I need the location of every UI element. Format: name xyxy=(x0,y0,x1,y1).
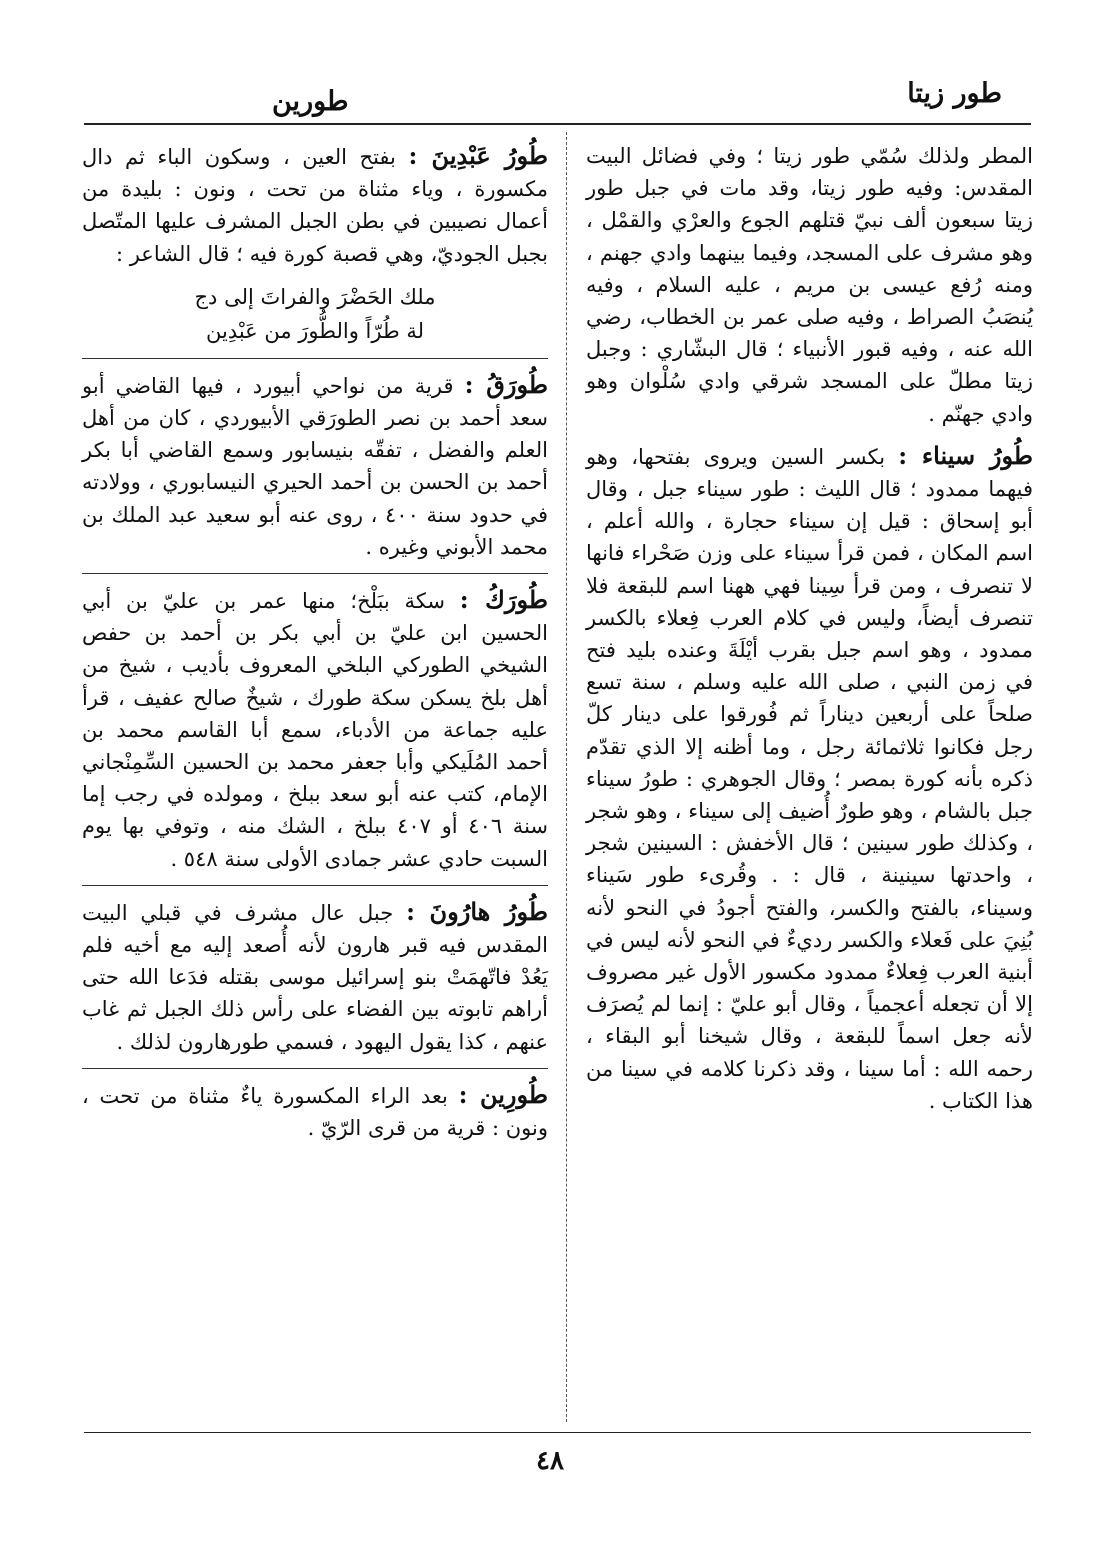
poem-verse xyxy=(82,280,548,348)
header-rule xyxy=(84,123,1031,125)
right-column xyxy=(586,140,1033,1127)
entry-separator xyxy=(82,885,548,886)
entry-text: سكة ببَلْخ؛ منها عمر بن عليّ بن أبي الحسين ابن عليّ بن أبي بكر بن أحمد بن حفص الشيخي الطوركي البلخي المعروف بأديب ، شيخ من أهل بلخ يسكن سكة طورك ، شيخٌ صالح عفيف ، قرأ عليه جماعة من الأدباء، سمع أبا القاسم محمد بن أحمد المُلَيكي وأبا جعفر محمد بن الحسين السِّمِنْجاني الإمام، كتب عنه أبو سعد ببلخ ، ومولده في رجب إما سنة ٤٠٦ أو ٤٠٧ ببلخ ، الشك منه ، وتوفي بها يوم السبت حادي عشر جمادى الأولى سنة ٥٤٨ . xyxy=(82,589,549,871)
entry-turaq xyxy=(82,369,548,563)
entry-separator xyxy=(82,1068,548,1069)
page-header xyxy=(84,78,1044,118)
entry-tur-abdin xyxy=(82,140,548,270)
running-head-right: طور زيتا xyxy=(907,78,1002,109)
entry-separator xyxy=(82,573,548,574)
headword: طُورَقُ : xyxy=(464,369,548,399)
entry-tur-zita-continuation: المطر ولذلك سُمّي طور زيتا ؛ وفي فضائل البيت المقدس: وفيه طور زيتا، وقد مات في جبل طور زيتا سبعون ألف نبيّ قتلهم الجوع والعرْي والقمْل ، وهو مشرف على المسجد، وفيما بينهما وادي جهنم ، ومنه رُفع عيسى بن مريم ، عليه السلام ، وفيه يُنصَبُ الصراط ، وفيه صلى عمر بن الخطاب، رضي الله عنه ، وفيه قبور الأنبياء ؛ قال البشّاري : وجبل زيتا مطلّ على المسجد شرقي وادي سُلْوان وهو وادي جهنّم . xyxy=(586,144,1033,426)
headword: طُورِين : xyxy=(458,1079,548,1109)
entry-tur-sinai xyxy=(586,440,1033,1117)
footer-rule xyxy=(84,1432,1031,1433)
left-column xyxy=(82,140,548,1154)
entry-text: بعد الراء المكسورة ياءٌ مثناة من تحت ، ونون : قرية من قرى الرّيّ . xyxy=(82,1083,548,1141)
verse-line-1: ملك الحَضْرَ والفراتَ إلى دج xyxy=(194,284,436,309)
entry-text: قرية من نواحي أبيورد ، فيها القاضي أبو سعد أحمد بن نصر الطورَقي الأبيوردي ، كان من أهل العلم والفضل ، تفقّه بنيسابور وسمع القاضي أبا بكر أحمد بن الحسن بن أحمد الحيري النيسابوري ، وولادته في حدود سنة ٤٠٠ ، روى عنه أبو سعيد عبد الملك بن محمد الأبوني وغيره . xyxy=(82,373,548,559)
headword: طُورُ هارُونَ : xyxy=(406,896,548,926)
entry-turin xyxy=(82,1079,548,1144)
entry-text: بفتح العين ، وسكون الباء ثم دال مكسورة ، وياء مثناة من تحت ، ونون : بليدة من أعمال نصيبين في بطن الجبل المشرف عليها المتّصل بجبل الجوديّ، وهي قصبة كورة فيه ؛ قال الشاعر : xyxy=(82,145,548,266)
running-head-left: طورين xyxy=(272,86,349,117)
verse-line-2: لة طُرّاً والطُّورَ من عَبْدِين xyxy=(205,318,425,343)
column-divider xyxy=(566,132,567,1422)
entry-text: جبل عال مشرف في قبلي البيت المقدس فيه قبر هارون لأنه أُصعد إليه مع أخيه فلم يَعُدْ فاتّهمَتْ بنو إسرائيل موسى بقتله فدَعا الله حتى أراهم تابوته بين الفضاء على رأس ذلك الجبل ثم غاب عنهم ، كذا يقول اليهود ، فسمي طورهارون لذلك . xyxy=(82,900,548,1054)
entry-text: بكسر السين ويروى بفتحها، وهو فيهما ممدود ؛ قال الليث : طور سيناء جبل ، وقال أبو إسحاق : قيل إن سيناء حجارة ، والله أعلم ، اسم المكان ، فمن قرأ سيناء على وزن صَحْراء فانها لا تنصرف ، ومن قرأ سِينا فهي ههنا اسم للبقعة فلا تنصرف أيضاً، وليس في كلام العرب فِعلاء بالكسر ممدود ، وهو اسم جبل بقرب أيْلَةَ وعنده بليد فتح في زمن النبي ، صلى الله عليه وسلم ، سنة تسع صلحاً على أربعين ديناراً ثم فُورقوا على دينار كلّ رجل فكانوا ثلاثمائة رجل ، وما أظنه إلا الذي تقدّم ذكره بأنه كورة بمصر ؛ وقال الجوهري : طورُ سيناء جبل بالشام ، وهو طورٌ أُضيف إلى سيناء ، وهو شجر ، وكذلك طور سينين ؛ قال الأخفش : السينين شجر ، واحدتها سينينة ، قال : . وقُرىء طور سَيناء وسيناء، بالفتح والكسر، والفتح أجودُ في النحو لأنه بُنِيَ على فَعلاء والكسر رديءٌ في النحو لأنه ليس في أبنية العرب فِعلاءٌ ممدود مكسور الأول غير مصروف إلا أن تجعله أعجمياً ، وقال أبو عليّ : إنما لم يُصرَف لأنه جعل اسماً للبقعة ، وقال شيخنا أبو البقاء ، رحمه الله : أما سينا ، وقد ذكرنا كلامه في سينا من هذا الكتاب . xyxy=(586,444,1033,1113)
page-number: ٤٨ xyxy=(536,1446,564,1476)
entry-turak xyxy=(82,584,548,875)
entry-tur-harun xyxy=(82,896,548,1058)
entry-separator xyxy=(82,358,548,359)
headword: طُورُ سيناء : xyxy=(898,440,1034,470)
headword: طُورُ عَبْدِينَ : xyxy=(408,141,548,170)
headword: طُورَكُ : xyxy=(459,585,548,615)
